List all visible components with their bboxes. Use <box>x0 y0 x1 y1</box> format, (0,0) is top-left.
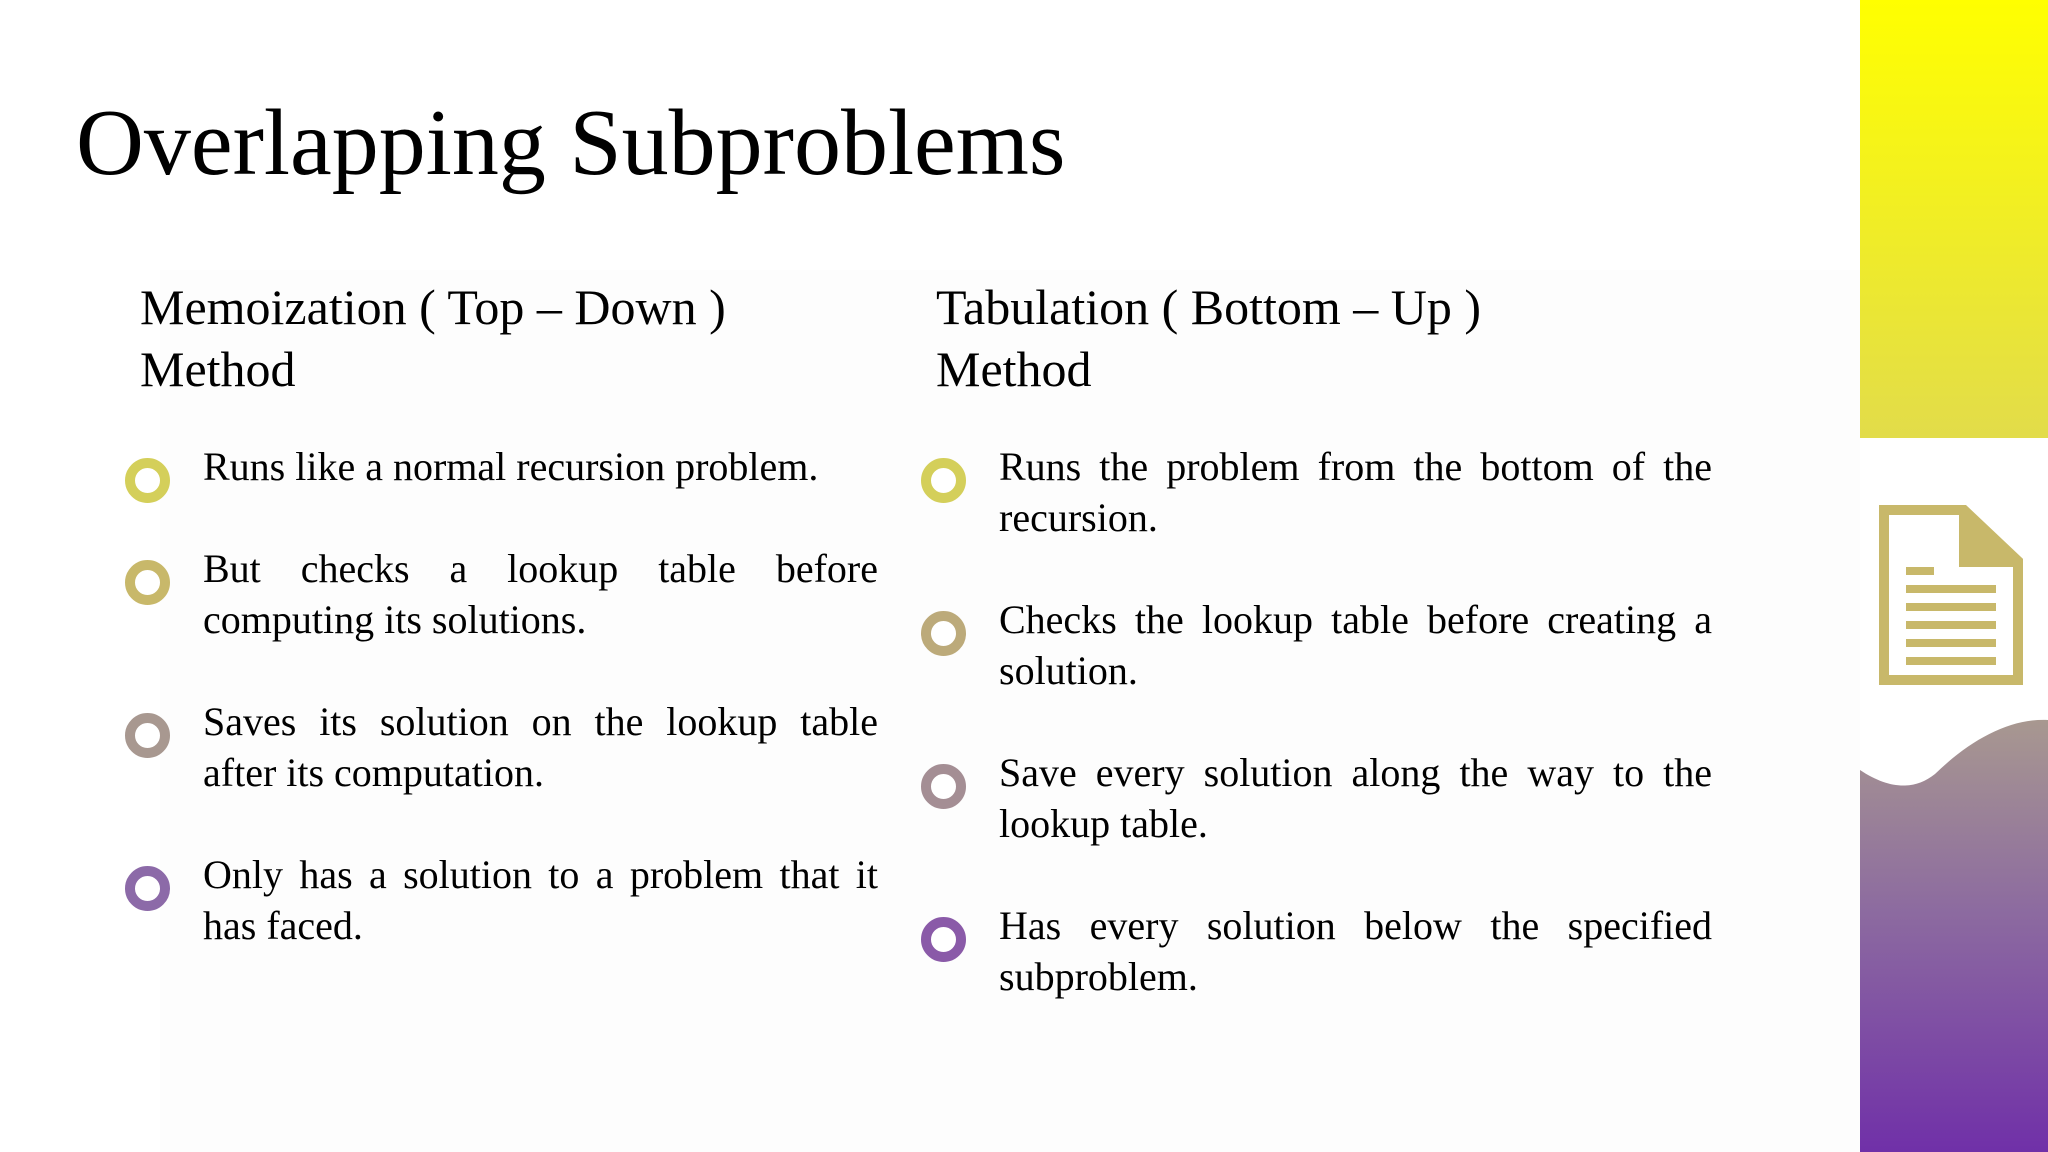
bullet-item <box>140 441 878 492</box>
bullet-item <box>140 543 878 645</box>
ring-bullet-icon <box>921 917 966 962</box>
bullet-text: But checks a lookup table before computing its solutions. <box>203 546 878 642</box>
bullet-text: Checks the lookup table before creating a solution. <box>999 597 1712 693</box>
ring-bullet-icon <box>921 458 966 503</box>
tabulation-column <box>936 276 1712 1053</box>
ring-bullet-icon <box>125 866 170 911</box>
bullet-text: Runs the problem from the bottom of the recursion. <box>999 444 1712 540</box>
ring-bullet-icon <box>921 611 966 656</box>
tabulation-heading <box>936 276 1712 400</box>
memoization-heading <box>140 276 878 400</box>
bullet-item <box>936 594 1712 696</box>
memoization-column <box>140 276 878 1002</box>
tabulation-heading-line1: Tabulation ( Bottom – Up ) <box>936 279 1482 335</box>
bullet-text: Runs like a normal recursion problem. <box>203 444 819 489</box>
document-icon <box>1879 505 2023 685</box>
ring-bullet-icon <box>921 764 966 809</box>
tabulation-bullet-list <box>936 441 1712 1002</box>
ring-bullet-icon <box>125 560 170 605</box>
memoization-bullet-list <box>140 441 878 951</box>
bullet-item <box>936 900 1712 1002</box>
tabulation-heading-line2: Method <box>936 341 1092 397</box>
memoization-heading-line1: Memoization ( Top – Down ) <box>140 279 726 335</box>
ring-bullet-icon <box>125 458 170 503</box>
memoization-heading-line2: Method <box>140 341 296 397</box>
bullet-item <box>936 441 1712 543</box>
ring-bullet-icon <box>125 713 170 758</box>
bullet-item <box>140 849 878 951</box>
slide-title: Overlapping Subproblems <box>76 91 1066 195</box>
bullet-item <box>140 696 878 798</box>
bullet-item <box>936 747 1712 849</box>
bullet-text: Save every solution along the way to the lookup table. <box>999 750 1712 846</box>
bullet-text: Has every solution below the specified subproblem. <box>999 903 1712 999</box>
bullet-text: Saves its solution on the lookup table after its computation. <box>203 699 878 795</box>
bullet-text: Only has a solution to a problem that it has faced. <box>203 852 878 948</box>
side-gradient-bar <box>1860 0 2048 438</box>
side-wave-decoration <box>1860 718 2048 1152</box>
